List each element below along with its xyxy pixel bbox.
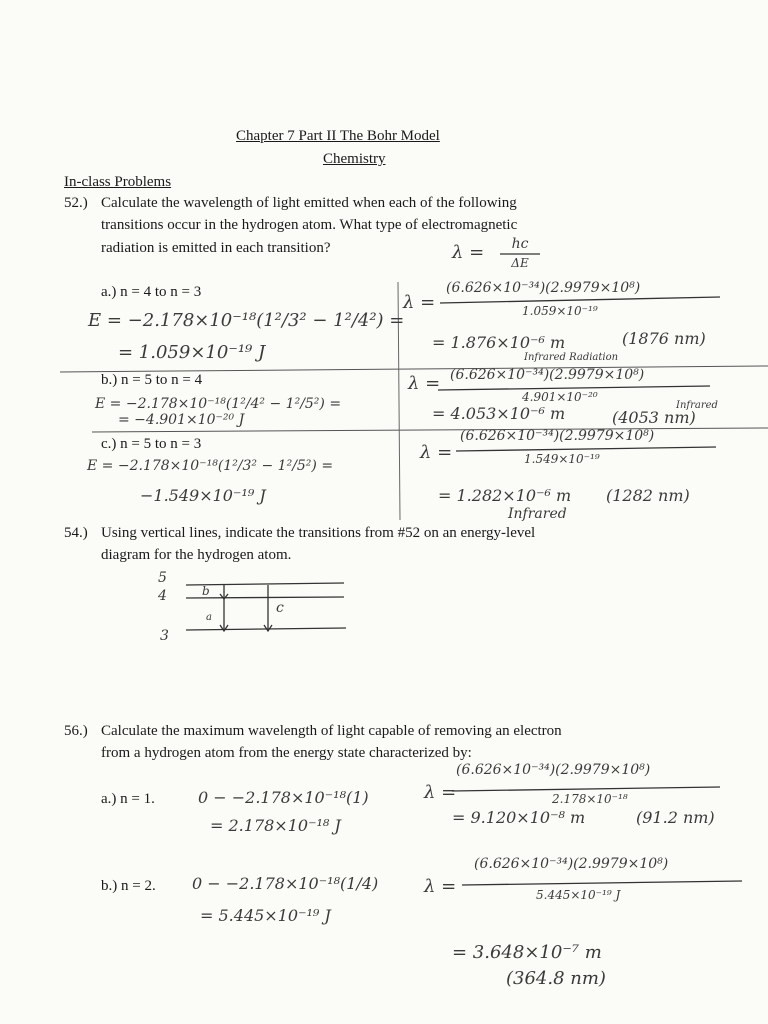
q52a-result: = 1.876×10⁻⁶ m	[432, 333, 566, 352]
transition-label-b: b	[202, 584, 210, 598]
q56a-label: a.) n = 1.	[101, 791, 155, 807]
q56a-energy-line2: = 2.178×10⁻¹⁸ J	[210, 816, 341, 835]
q54-line1: Using vertical lines, indicate the transitions from #52 on an energy-level	[101, 525, 536, 541]
q56a-lambda-denominator: 2.178×10⁻¹⁸	[552, 792, 628, 806]
q52a-radiation-type: Infrared Radiation	[524, 352, 619, 363]
q52a-energy-line1: E = −2.178×10⁻¹⁸(1²/3² − 1²/4²) =	[88, 310, 405, 331]
q56b-energy-line1: 0 − −2.178×10⁻¹⁸(1/4)	[192, 874, 379, 893]
q52b-lambda-denominator: 4.901×10⁻²⁰	[522, 390, 598, 404]
q52a-label: a.) n = 4 to n = 3	[101, 284, 202, 300]
level-label-5: 5	[158, 570, 167, 586]
q52c-radiation-type: Infrared	[508, 506, 567, 522]
q52c-result: = 1.282×10⁻⁶ m	[438, 486, 572, 505]
q52a-lambda-denominator: 1.059×10⁻¹⁹	[522, 304, 598, 318]
q56-line2: from a hydrogen atom from the energy state characterized by:	[101, 745, 472, 761]
q52-number: 52.)	[64, 195, 88, 211]
q56b-result: = 3.648×10⁻⁷ m	[452, 942, 602, 963]
level-4-line	[186, 597, 344, 598]
energy-level-diagram	[186, 583, 346, 631]
frac-52c	[456, 447, 716, 451]
transition-label-a: a	[206, 612, 212, 623]
q52a-lambda-numerator: (6.626×10⁻³⁴)(2.9979×10⁸)	[446, 280, 641, 296]
formula-denominator: ΔE	[511, 256, 529, 270]
q56b-lambda-lhs: λ =	[424, 876, 457, 897]
q52b-lambda-lhs: λ =	[408, 373, 441, 394]
q52c-label: c.) n = 5 to n = 3	[101, 436, 202, 452]
transition-label-c: c	[276, 600, 284, 616]
q52b-label: b.) n = 5 to n = 4	[101, 372, 203, 388]
q56a-lambda-numerator: (6.626×10⁻³⁴)(2.9979×10⁸)	[456, 762, 651, 778]
q52b-energy-line1: E = −2.178×10⁻¹⁸(1²/4² − 1²/5²) =	[95, 396, 342, 412]
q52c-energy-line2: −1.549×10⁻¹⁹ J	[140, 486, 266, 505]
divider-b-c	[92, 428, 768, 432]
q52a-energy-line2: = 1.059×10⁻¹⁹ J	[118, 342, 266, 363]
q52c-lambda-numerator: (6.626×10⁻³⁴)(2.9979×10⁸)	[460, 428, 655, 444]
q56a-result-nm: (91.2 nm)	[636, 808, 715, 827]
q52c-result-nm: (1282 nm)	[606, 486, 690, 505]
frac-56b	[462, 881, 742, 885]
q56b-label: b.) n = 2.	[101, 878, 156, 894]
formula-numerator: hc	[511, 236, 529, 252]
level-label-3: 3	[160, 628, 169, 644]
q56b-lambda-numerator: (6.626×10⁻³⁴)(2.9979×10⁸)	[474, 856, 669, 872]
q52-line1: Calculate the wavelength of light emitted when each of the following	[101, 195, 517, 211]
q54-line2: diagram for the hydrogen atom.	[101, 547, 292, 563]
frac-52a	[440, 297, 720, 303]
q52b-energy-line2: = −4.901×10⁻²⁰ J	[118, 412, 245, 428]
q52a-result-nm: (1876 nm)	[622, 329, 706, 348]
q56-number: 56.)	[64, 723, 88, 739]
q52c-energy-line1: E = −2.178×10⁻¹⁸(1²/3² − 1²/5²) =	[87, 458, 334, 474]
q56b-lambda-denominator: 5.445×10⁻¹⁹ J	[536, 888, 621, 902]
q52-line3: radiation is emitted in each transition?	[101, 240, 331, 256]
q56b-result-nm: (364.8 nm)	[506, 968, 606, 989]
frac-56a	[452, 787, 720, 791]
page-title: Chapter 7 Part II The Bohr Model	[236, 128, 440, 144]
formula-lhs: λ =	[452, 242, 485, 263]
q52-line2: transitions occur in the hydrogen atom. What type of electromagnetic	[101, 217, 518, 233]
q52b-lambda-numerator: (6.626×10⁻³⁴)(2.9979×10⁸)	[450, 367, 645, 383]
q52b-result: = 4.053×10⁻⁶ m	[432, 404, 566, 423]
q56-line1: Calculate the maximum wavelength of light capable of removing an electron	[101, 723, 562, 739]
q54-number: 54.)	[64, 525, 88, 541]
q56a-result: = 9.120×10⁻⁸ m	[452, 808, 586, 827]
q52b-radiation-type: Infrared	[676, 400, 718, 411]
q52b-result-nm: (4053 nm)	[612, 408, 696, 427]
section-label: In-class Problems	[64, 174, 172, 190]
q52a-lambda-lhs: λ =	[403, 292, 436, 313]
q52c-lambda-lhs: λ =	[420, 442, 453, 463]
q52c-lambda-denominator: 1.549×10⁻¹⁹	[524, 452, 600, 466]
level-5-line	[186, 583, 344, 585]
q56b-energy-line2: = 5.445×10⁻¹⁹ J	[200, 906, 331, 925]
q56a-energy-line1: 0 − −2.178×10⁻¹⁸(1)	[198, 788, 369, 807]
level-label-4: 4	[158, 588, 167, 604]
page-subtitle: Chemistry	[323, 151, 386, 167]
q56a-lambda-lhs: λ =	[424, 782, 457, 803]
